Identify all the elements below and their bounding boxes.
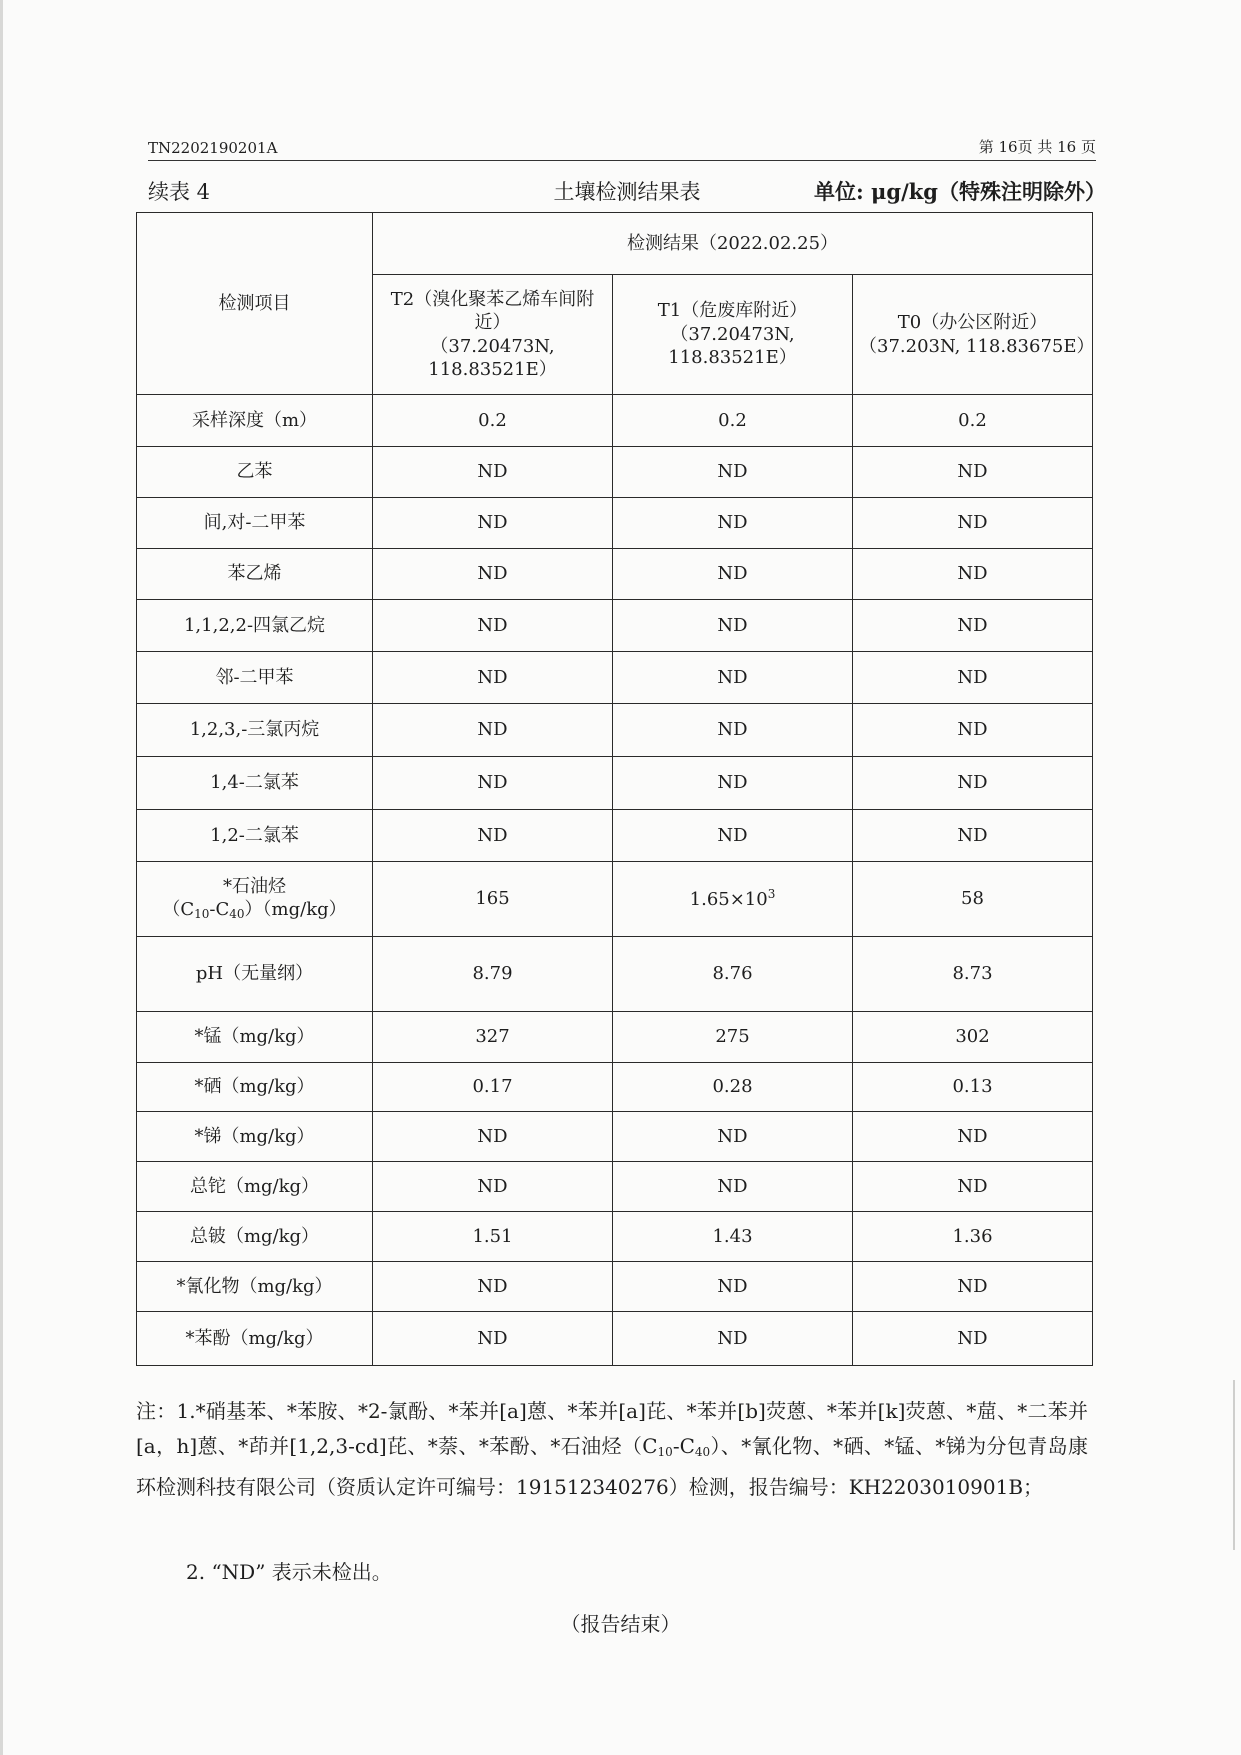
cell-text: ND (717, 719, 748, 741)
cell-value (613, 937, 853, 1012)
cell-value (853, 704, 1093, 757)
cell-value (613, 1162, 853, 1212)
cell-text: ND (717, 772, 748, 794)
cell-value (613, 1112, 853, 1162)
row-item (137, 1212, 373, 1262)
row-item-label: 采样深度（m） (191, 409, 318, 431)
table-row (137, 1063, 1093, 1112)
page-info: 第 16页 共 16 页 (978, 138, 1096, 156)
cell-text: ND (957, 512, 988, 534)
note-1 (136, 1394, 1088, 1505)
row-item (137, 1162, 373, 1212)
row-item-label: pH（无量纲） (195, 963, 314, 985)
cell-text: ND (477, 1175, 508, 1197)
cell-value (373, 937, 613, 1012)
cell-value (373, 652, 613, 704)
table-title: 土壤检测结果表 (553, 180, 701, 204)
cell-text: 1.36 (952, 1225, 993, 1247)
cell-text: 0.17 (472, 1076, 513, 1098)
table-row (137, 498, 1093, 549)
row-item-part: -C (209, 899, 230, 921)
cell-value (853, 1112, 1093, 1162)
row-item (137, 498, 373, 549)
row-item-label: 邻-二甲苯 (215, 666, 294, 688)
report-number: TN2202190201A (148, 139, 278, 157)
scan-edge (0, 0, 3, 1755)
cell-value (613, 498, 853, 549)
subscript: 10 (194, 907, 210, 922)
column-header (373, 275, 613, 395)
cell-value (373, 1212, 613, 1262)
cell-value (373, 549, 613, 600)
item-header: 检测项目 (137, 213, 373, 395)
cell-text: 165 (475, 888, 510, 910)
cell-value (853, 862, 1093, 937)
cell-value (853, 757, 1093, 810)
column-name: T1（危废库附近） (657, 300, 808, 322)
cell-text: ND (957, 563, 988, 585)
cell-text: ND (477, 824, 508, 846)
cell-text: ND (957, 1125, 988, 1147)
cell-text: 0.28 (712, 1076, 753, 1098)
cell-value (853, 549, 1093, 600)
table-caption (148, 176, 1106, 206)
report-end: （报告结束） (560, 1612, 681, 1636)
cell-value (853, 1262, 1093, 1312)
row-item-label: 总铍（mg/kg） (189, 1225, 320, 1247)
cell-value (853, 395, 1093, 447)
note-text: ）、*氰化物、*硒、*锰、*锑为分包青岛康环检测科技有限公司（资质认定许可编号：191512340276）检测，报告编号：KH2203010901B； (136, 1434, 1089, 1499)
cell-text: ND (477, 719, 508, 741)
page-header (148, 136, 1096, 161)
table-row (137, 1212, 1093, 1262)
row-item-label: *氰化物（mg/kg） (176, 1275, 333, 1297)
cell-value (613, 549, 853, 600)
group-header: 检测结果（2022.02.25） (373, 213, 1093, 275)
column-coords: （37.20473N, 118.83521E） (428, 335, 557, 380)
cell-text: ND (717, 1327, 748, 1349)
row-item (137, 1012, 373, 1063)
column-header (613, 275, 853, 395)
row-item (137, 1312, 373, 1366)
cell-value (373, 600, 613, 652)
cell-text: ND (717, 563, 748, 585)
cell-value (613, 395, 853, 447)
row-item-label: 1,4-二氯苯 (210, 772, 299, 794)
cell-text: ND (957, 1327, 988, 1349)
cell-value (853, 1162, 1093, 1212)
paren: （ (162, 899, 181, 921)
cell-value (853, 1212, 1093, 1262)
cell-value (853, 1063, 1093, 1112)
row-item-part: C (180, 899, 195, 921)
row-item-label: *石油烃 (223, 876, 286, 897)
table-row (137, 1312, 1093, 1366)
row-item-part: ）（mg/kg） (244, 899, 347, 921)
table-row (137, 1162, 1093, 1212)
results-table (136, 212, 1093, 1366)
cell-text: 0.2 (958, 409, 987, 431)
cell-text: ND (957, 1275, 988, 1297)
cell-value (853, 1012, 1093, 1063)
table-row (137, 652, 1093, 704)
cell-value (373, 704, 613, 757)
cell-value (613, 1212, 853, 1262)
cell-value (853, 447, 1093, 498)
cell-text: 0.13 (952, 1076, 993, 1098)
cell-text: 0.2 (718, 409, 747, 431)
note-text: 注：1.*硝基苯、*苯胺、*2-氯酚、*苯并[a]蒽、*苯并[a]芘、*苯并[b]荧蒽、*苯并[k]荧蒽、*䓛、*二苯并[a，h]蒽、*茚并[1,2,3-cd]芘、*萘、*苯酚、*石油烃（C (136, 1399, 1088, 1458)
cell-text: ND (477, 512, 508, 534)
cell-text: ND (717, 1275, 748, 1297)
row-item (137, 1063, 373, 1112)
row-item-label: 乙苯 (236, 461, 273, 483)
row-item (137, 1112, 373, 1162)
table-row (137, 549, 1093, 600)
cell-value (613, 652, 853, 704)
cell-value (373, 395, 613, 447)
subscript: 40 (229, 907, 245, 922)
row-item (137, 810, 373, 862)
column-header (853, 275, 1093, 395)
row-item-label: 苯乙烯 (227, 563, 282, 585)
cell-value (853, 498, 1093, 549)
cell-text: 302 (955, 1026, 990, 1048)
table-row (137, 937, 1093, 1012)
row-item (137, 1262, 373, 1312)
cell-text: ND (957, 1175, 988, 1197)
cell-value (373, 862, 613, 937)
table-label: 续表 4 (148, 180, 211, 204)
cell-text: 8.73 (952, 963, 993, 985)
table-row (137, 757, 1093, 810)
row-item (137, 447, 373, 498)
table-row (137, 395, 1093, 447)
cell-text: ND (717, 512, 748, 534)
column-name: T2（溴化聚苯乙烯车间附近） (390, 288, 595, 334)
row-item-label: 1,1,2,2-四氯乙烷 (183, 614, 326, 636)
cell-text: ND (477, 1125, 508, 1147)
cell-text: ND (717, 824, 748, 846)
row-item (137, 862, 373, 937)
cell-text: ND (477, 1275, 508, 1297)
cell-text: ND (957, 614, 988, 636)
subscript: 40 (694, 1445, 711, 1459)
cell-value (613, 704, 853, 757)
row-item (137, 704, 373, 757)
row-item (137, 757, 373, 810)
row-item (137, 549, 373, 600)
cell-value (613, 1063, 853, 1112)
row-item (137, 937, 373, 1012)
row-item (137, 652, 373, 704)
cell-value (373, 757, 613, 810)
cell-text: 8.76 (712, 963, 753, 985)
cell-text: ND (957, 461, 988, 483)
cell-text: ND (957, 772, 988, 794)
cell-text: 1.43 (712, 1225, 753, 1247)
cell-value (373, 1112, 613, 1162)
cell-value (373, 498, 613, 549)
cell-value (373, 1012, 613, 1063)
cell-value (613, 1012, 853, 1063)
subscript: 10 (657, 1445, 673, 1459)
column-name: T0（办公区附近） (897, 312, 1048, 334)
cell-value (373, 1262, 613, 1312)
cell-text: 327 (475, 1026, 510, 1048)
row-item-label: *锰（mg/kg） (194, 1026, 315, 1048)
row-item (137, 600, 373, 652)
cell-value (373, 1162, 613, 1212)
cell-text: 1.51 (472, 1225, 513, 1247)
note-text: -C (672, 1434, 695, 1458)
cell-text: ND (477, 614, 508, 636)
cell-value (853, 600, 1093, 652)
column-coords: （37.203N, 118.83675E） (859, 335, 1095, 357)
cell-value (613, 1262, 853, 1312)
cell-value (853, 937, 1093, 1012)
cell-text: 275 (715, 1026, 750, 1048)
row-item-label: *硒（mg/kg） (194, 1076, 315, 1098)
cell-text: ND (477, 563, 508, 585)
table-row (137, 862, 1093, 937)
row-item-label: 1,2,3,-三氯丙烷 (189, 719, 320, 741)
cell-value (613, 447, 853, 498)
cell-value (373, 1063, 613, 1112)
cell-value (613, 810, 853, 862)
cell-text: ND (717, 666, 748, 688)
cell-text: ND (477, 666, 508, 688)
superscript: 3 (767, 886, 776, 901)
table-row (137, 447, 1093, 498)
cell-text: ND (957, 666, 988, 688)
cell-value (853, 1312, 1093, 1366)
cell-text: ND (717, 1125, 748, 1147)
cell-text: ND (477, 461, 508, 483)
cell-value (853, 652, 1093, 704)
cell-value (853, 810, 1093, 862)
cell-text: 1.65×10 (689, 888, 768, 910)
row-item-label: *锑（mg/kg） (194, 1125, 315, 1147)
cell-value (613, 600, 853, 652)
cell-value (373, 810, 613, 862)
column-coords: （37.20473N, 118.83521E） (668, 323, 797, 369)
row-item-label: 间,对-二甲苯 (203, 512, 306, 534)
scan-edge (1233, 1380, 1235, 1550)
unit-label: 单位: μg/kg（特殊注明除外） (813, 179, 1106, 204)
table-row (137, 810, 1093, 862)
notes (136, 1394, 1088, 1505)
cell-text: ND (717, 614, 748, 636)
row-item-label: 1,2-二氯苯 (210, 824, 299, 846)
cell-text: ND (957, 719, 988, 741)
cell-text: ND (717, 461, 748, 483)
table-row (137, 1112, 1093, 1162)
cell-value (613, 757, 853, 810)
table-row (137, 600, 1093, 652)
row-item (137, 395, 373, 447)
row-item-label: 总铊（mg/kg） (189, 1175, 320, 1197)
cell-text: ND (477, 1327, 508, 1349)
cell-value (613, 1312, 853, 1366)
cell-text: ND (957, 824, 988, 846)
table-row (137, 1012, 1093, 1063)
cell-value (373, 447, 613, 498)
table-body (137, 395, 1093, 1366)
cell-text: 58 (961, 888, 984, 910)
table-row (137, 704, 1093, 757)
cell-value (373, 1312, 613, 1366)
row-item-label: *苯酚（mg/kg） (185, 1327, 324, 1349)
table-row (137, 1262, 1093, 1312)
header-row (137, 213, 1093, 275)
cell-text: 8.79 (472, 963, 513, 985)
note-2: 2. “ND” 表示未检出。 (186, 1560, 392, 1584)
cell-text: ND (477, 772, 508, 794)
cell-value (613, 862, 853, 937)
cell-text: ND (717, 1175, 748, 1197)
cell-text: 0.2 (478, 409, 507, 431)
